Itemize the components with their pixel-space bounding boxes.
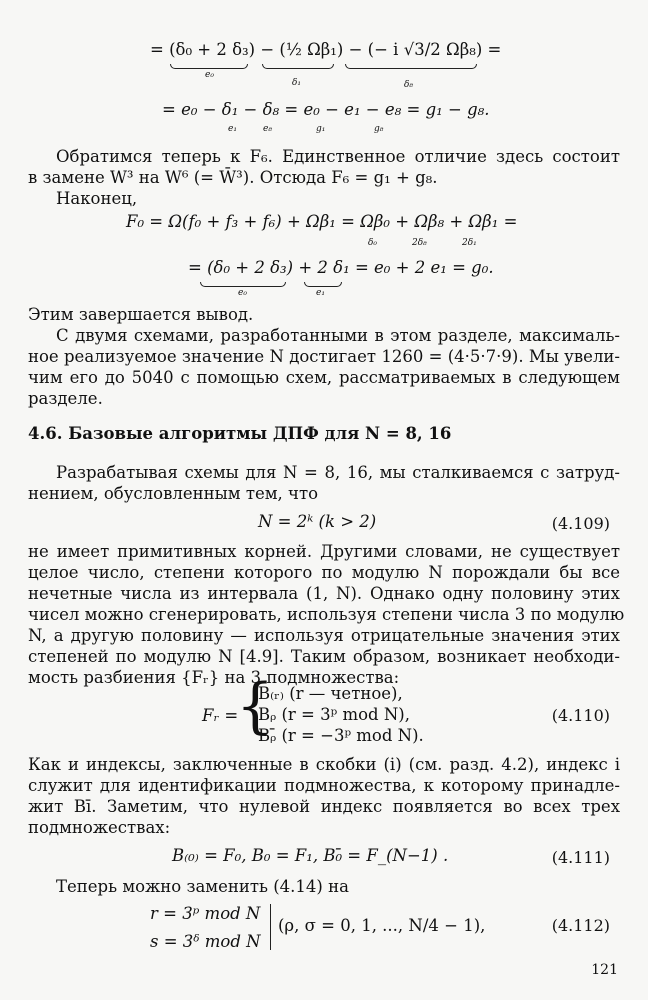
equation-number: (4.109) [551, 514, 610, 533]
text-line: нечетные числа из интервала (1, N). Однако одну половину этих [28, 584, 620, 603]
text-line: Наконец, [56, 189, 138, 208]
section-title: 4.6. Базовые алгоритмы ДПФ для N = 8, 16 [28, 424, 452, 443]
underbrace [200, 282, 286, 287]
equation-top-line1 [150, 40, 501, 59]
underbrace [304, 282, 342, 287]
text-line: подмножествах: [28, 818, 171, 837]
left-brace: { [236, 671, 275, 741]
text-line: мость разбиения {Fᵣ} на 3 подмножества: [28, 668, 400, 687]
underbrace-label: e₀ [205, 70, 214, 80]
underbrace-label: 2δ₁ [462, 238, 477, 248]
equation-4111: B₍₀₎ = F₀, B₀ = F₁, B₀̄ = F_(N−1) . [172, 846, 449, 865]
equation-4112-rhs: (ρ, σ = 0, 1, ..., N/4 − 1), [278, 916, 486, 935]
underbrace-label: g₈ [374, 124, 384, 134]
underbrace [170, 64, 248, 69]
text-line: разделе. [28, 389, 103, 408]
text-line: чисел можно сгенерировать, используя степени числа 3 по модулю [28, 605, 625, 624]
underbrace-label: δ₈ [404, 80, 414, 90]
underbrace-label: δ₁ [292, 78, 302, 88]
text-line: степеней по модулю N [4.9]. Таким образом, возникает необходи- [28, 647, 620, 666]
equation-text: F₀ = Ω(f₀ + f₃ + f₆) + Ωβ₁ = Ωβ₀ + Ωβ₈ + Ωβ₁ = [126, 212, 518, 231]
equation-case: s = 3ᵟ mod N [150, 932, 261, 951]
underbrace-label: g₁ [316, 124, 326, 134]
underbrace-label: e₈ [263, 124, 272, 134]
underbrace [345, 64, 477, 69]
text-line: Этим завершается вывод. [28, 305, 254, 324]
underbrace-label: e₀ [238, 288, 247, 298]
text-line: целое число, степени которого по модулю N порождали бы все [28, 563, 620, 582]
equation-number: (4.110) [551, 706, 610, 725]
text-line: N, а другую половину — используя отрицательные значения этих [28, 626, 620, 645]
text-line: жит Bī. Заметим, что нулевой индекс появляется во всех трех [28, 797, 620, 816]
page-number: 121 [591, 962, 618, 978]
underbrace-label: e₁ [228, 124, 237, 134]
equation-number: (4.111) [551, 848, 610, 867]
underbrace-label: e₁ [316, 288, 325, 298]
equation-case: B₍ᵣ₎ (r — четное), [258, 684, 403, 703]
underbrace-label: δ₀ [368, 238, 378, 248]
text-line: ное реализуемое значение N достигает 1260 = (4·5·7·9). Мы увели- [28, 347, 620, 366]
equation-4110-lhs: Fᵣ = [202, 706, 239, 725]
equation-case: r = 3ᵖ mod N [150, 904, 261, 923]
vertical-brace [270, 904, 271, 950]
equation-text: = (δ₀ + 2 δ₃) + 2 δ₁ = e₀ + 2 e₁ = g₀. [188, 258, 494, 277]
equation-f0-line1 [126, 212, 517, 231]
equation-text: = (δ₀ + 2 δ₃) − (½ Ωβ₁) − (− i √3/2 Ωβ₈) = [150, 40, 502, 59]
equation-text: = e₀ − δ₁ − δ₈ = e₀ − e₁ − e₈ = g₁ − g₈. [162, 100, 490, 119]
underbrace-label: 2δ₈ [412, 238, 427, 248]
text-line: в замене W³ на W⁶ (= W̄³). Отсюда F₆ = g₁ + g₈. [28, 168, 438, 187]
equation-f0-line2 [188, 258, 494, 277]
equation-top-line2 [162, 100, 490, 119]
text-line: нением, обусловленным тем, что [28, 484, 319, 503]
text-line: чим его до 5040 с помощью схем, рассматриваемых в следующем [28, 368, 620, 387]
text-line: Обратимся теперь к F₆. Единственное отличие здесь состоит [56, 147, 620, 166]
text-line: Разрабатывая схемы для N = 8, 16, мы сталкиваемся с затруд- [56, 463, 620, 482]
text-line: служит для идентификации подмножества, к которому принадле- [28, 776, 620, 795]
equation-case: Bᵨ̄ (r = −3ᵖ mod N). [258, 726, 424, 745]
equation-case: Bᵨ (r = 3ᵖ mod N), [258, 705, 410, 724]
text-line: Как и индексы, заключенные в скобки (i) (см. разд. 4.2), индекс i [28, 755, 620, 774]
text-line: Теперь можно заменить (4.14) на [56, 877, 349, 896]
text-line: С двумя схемами, разработанными в этом разделе, максималь- [56, 326, 620, 345]
text-line: не имеет примитивных корней. Другими словами, не существует [28, 542, 620, 561]
equation-number: (4.112) [551, 916, 610, 935]
underbrace [262, 64, 334, 69]
equation-4109: N = 2ᵏ (k > 2) [258, 512, 377, 531]
